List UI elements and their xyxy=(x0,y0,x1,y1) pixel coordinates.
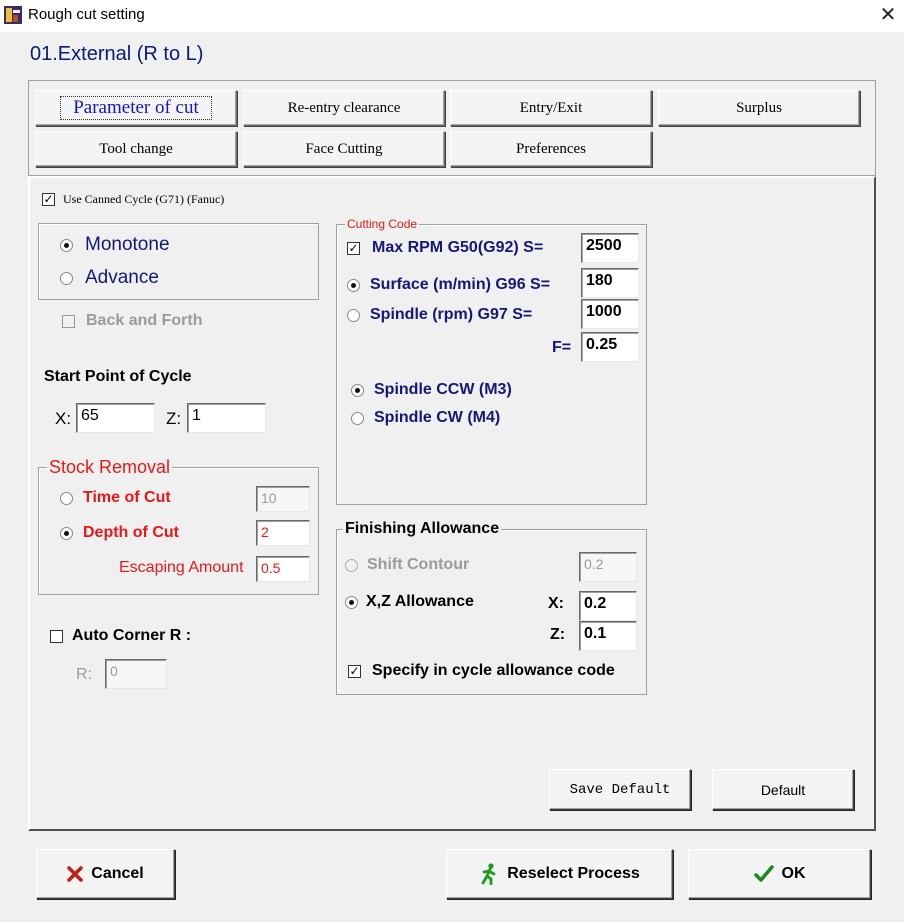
spindle-rpm-label: Spindle (rpm) G97 S= xyxy=(370,306,533,323)
specify-allowance-label: Specify in cycle allowance code xyxy=(372,662,615,679)
depth-of-cut-label: Depth of Cut xyxy=(83,524,179,541)
ok-label: OK xyxy=(781,865,806,882)
max-rpm-checkbox[interactable]: ✓ xyxy=(348,241,359,255)
tab-surplus[interactable]: Surplus xyxy=(658,90,860,126)
surface-speed-label: Surface (m/min) G96 S= xyxy=(370,276,551,293)
stock-removal-legend: Stock Removal xyxy=(49,457,171,477)
feed-input[interactable]: 0.25 xyxy=(581,332,639,362)
tab-preferences[interactable]: Preferences xyxy=(450,131,652,167)
back-and-forth-label: Back and Forth xyxy=(86,312,203,329)
surface-speed-input[interactable]: 180 xyxy=(581,268,639,298)
feed-label: F= xyxy=(552,339,572,356)
ok-button[interactable] xyxy=(688,849,871,899)
time-of-cut-label: Time of Cut xyxy=(83,489,171,506)
monotone-radio[interactable] xyxy=(60,239,73,252)
depth-of-cut-input[interactable]: 2 xyxy=(256,520,310,546)
finish-x-input[interactable]: 0.2 xyxy=(579,591,637,621)
reselect-label: Reselect Process xyxy=(507,865,640,882)
default-button[interactable]: Default xyxy=(712,769,854,810)
spindle-rpm-input[interactable]: 1000 xyxy=(581,299,639,329)
tab-label: Parameter of cut xyxy=(60,96,212,120)
escaping-amount-label: Escaping Amount xyxy=(119,559,244,576)
tab-face-cutting[interactable]: Face Cutting xyxy=(243,131,445,167)
xz-allowance-radio[interactable] xyxy=(345,596,358,609)
escaping-amount-input[interactable]: 0.5 xyxy=(256,556,310,582)
spindle-cw-radio[interactable] xyxy=(351,412,364,425)
process-title: 01.External (R to L) xyxy=(30,43,204,65)
time-of-cut-input[interactable]: 10 xyxy=(256,486,310,512)
save-default-button[interactable]: Save Default xyxy=(549,769,691,810)
finish-z-label: Z: xyxy=(550,626,566,643)
finish-z-input[interactable]: 0.1 xyxy=(579,621,637,651)
corner-r-label: R: xyxy=(76,666,92,683)
spindle-ccw-label: Spindle CCW (M3) xyxy=(374,381,512,398)
tab-tool-change[interactable]: Tool change xyxy=(35,131,237,167)
shift-contour-radio[interactable] xyxy=(345,559,358,572)
tab-entry-exit[interactable]: Entry/Exit xyxy=(450,90,652,126)
finishing-allowance-legend: Finishing Allowance xyxy=(345,520,500,537)
start-x-label: X: xyxy=(55,409,72,428)
max-rpm-input[interactable]: 2500 xyxy=(581,233,639,263)
x-mark-icon xyxy=(67,866,83,882)
shift-contour-input[interactable]: 0.2 xyxy=(579,552,637,582)
cutting-code-legend: Cutting Code xyxy=(347,217,418,231)
start-point-label: Start Point of Cycle xyxy=(44,368,192,385)
tab-reentry-clearance[interactable]: Re-entry clearance xyxy=(243,90,445,126)
canned-cycle-label: Use Canned Cycle (G71) (Fanuc) xyxy=(63,192,225,206)
surface-speed-radio[interactable] xyxy=(347,279,360,292)
finish-x-label: X: xyxy=(548,595,564,612)
spindle-ccw-radio[interactable] xyxy=(351,384,364,397)
tab-parameter-of-cut[interactable] xyxy=(35,90,237,126)
canned-cycle-checkbox[interactable]: ✓ xyxy=(43,192,54,206)
close-icon[interactable]: ✕ xyxy=(879,4,897,26)
checkmark-icon xyxy=(754,865,774,883)
corner-r-input[interactable]: 0 xyxy=(105,659,167,689)
running-man-icon xyxy=(479,863,499,885)
spindle-rpm-radio[interactable] xyxy=(347,309,360,322)
start-x-input[interactable]: 65 xyxy=(76,403,155,433)
app-icon xyxy=(4,6,22,24)
auto-corner-checkbox[interactable] xyxy=(50,630,63,643)
advance-label: Advance xyxy=(85,267,159,288)
cancel-label: Cancel xyxy=(91,865,144,882)
advance-radio[interactable] xyxy=(60,272,73,285)
reselect-process-button[interactable] xyxy=(446,849,673,899)
cutting-code-group xyxy=(336,224,647,505)
shift-contour-label: Shift Contour xyxy=(367,556,470,573)
max-rpm-label: Max RPM G50(G92) S= xyxy=(372,239,544,256)
depth-of-cut-radio[interactable] xyxy=(60,527,73,540)
spindle-cw-label: Spindle CW (M4) xyxy=(374,409,501,426)
specify-allowance-checkbox[interactable]: ✓ xyxy=(349,664,360,678)
auto-corner-label: Auto Corner R : xyxy=(72,627,192,644)
mode-group xyxy=(38,223,319,300)
back-and-forth-checkbox[interactable] xyxy=(62,315,75,328)
start-z-input[interactable]: 1 xyxy=(187,403,266,433)
cancel-button[interactable] xyxy=(36,849,175,899)
time-of-cut-radio[interactable] xyxy=(60,492,73,505)
monotone-label: Monotone xyxy=(85,234,170,255)
window-title: Rough cut setting xyxy=(28,6,145,23)
start-z-label: Z: xyxy=(166,409,182,428)
xz-allowance-label: X,Z Allowance xyxy=(366,593,474,610)
